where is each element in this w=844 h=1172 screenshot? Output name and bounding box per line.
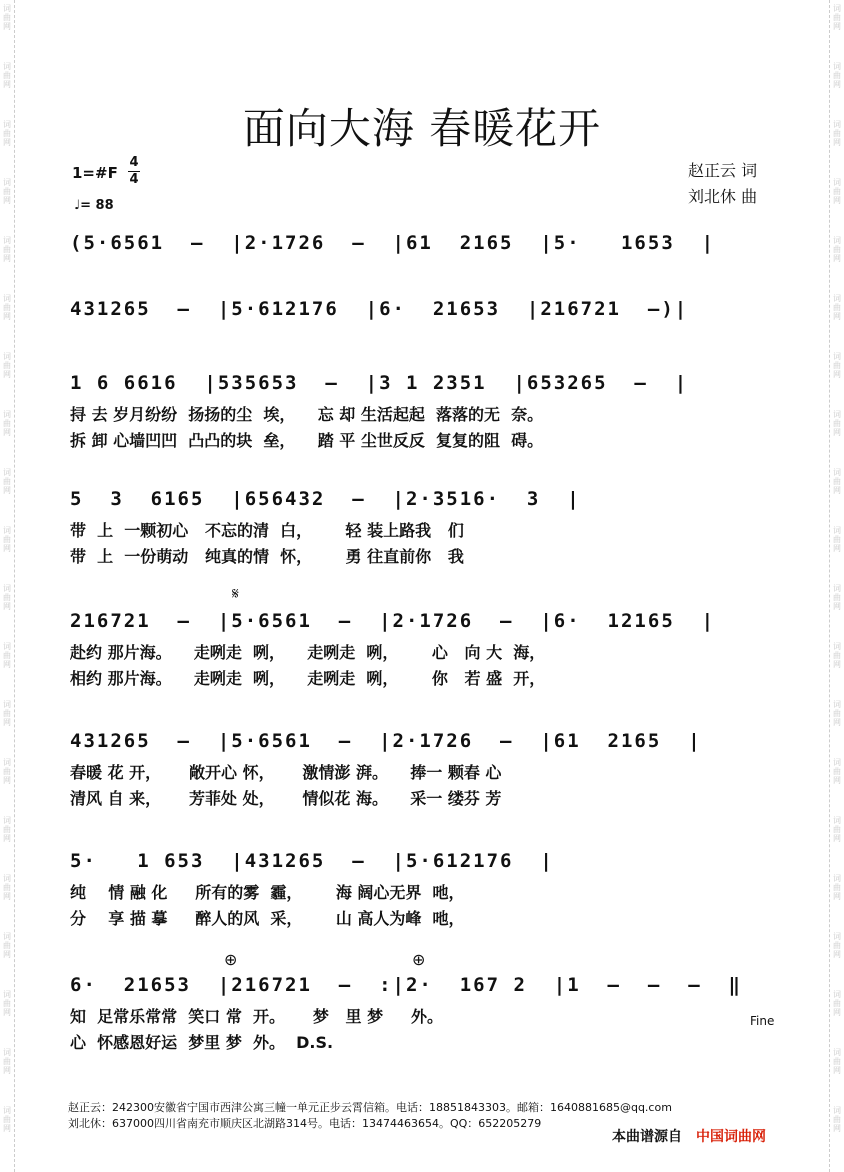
watermark-text: 词 曲 网 [833, 1048, 841, 1075]
watermark-text: 词 曲 网 [833, 584, 841, 611]
watermark-text: 词 曲 网 [833, 178, 841, 205]
lyrics-line-3a: 挦 去 岁月纷纷 扬扬的尘 埃， 忘 却 生活起起 落落的无 奈。 [70, 405, 544, 424]
watermark-text: 词 曲 网 [3, 178, 11, 205]
watermark-text: 词 曲 网 [3, 874, 11, 901]
watermark-text: 词 曲 网 [833, 990, 841, 1017]
watermark-text: 词 曲 网 [833, 700, 841, 727]
watermark-text: 词 曲 网 [3, 758, 11, 785]
watermark-text: 词 曲 网 [833, 642, 841, 669]
lyrics-line-6a: 春暖 花 开， 敞开心 怀， 激情澎 湃。 捧一 颗春 心 [70, 763, 502, 782]
watermark-text: 词 曲 网 [3, 932, 11, 959]
watermark-text: 词 曲 网 [833, 294, 841, 321]
watermark-text: 词 曲 网 [3, 584, 11, 611]
watermark-text: 词 曲 网 [3, 990, 11, 1017]
watermark-text: 词 曲 网 [3, 468, 11, 495]
lyrics-line-8b: 心 怀感恩好运 梦里 梦 外。 D.S. [70, 1033, 334, 1052]
tempo-marking: ♩= 88 [74, 198, 114, 213]
watermark-text: 词 曲 网 [833, 236, 841, 263]
notes-line-4: 5 3 6165 |656432 – |2·3516· 3 | [70, 488, 581, 510]
song-title: 面向大海 春暖花开 [242, 104, 602, 153]
watermark-text: 词 曲 网 [3, 120, 11, 147]
time-signature [128, 156, 140, 187]
lyrics-line-5b: 相约 那片海。 走咧走 咧， 走咧走 咧， 你 若 盛 开， [70, 669, 546, 688]
fine-marking: Fine [750, 1014, 775, 1028]
watermark-text: 词 曲 网 [3, 642, 11, 669]
notes-line-8: 6· 21653 |216721 – :|2· 167 2 |1 – – – ‖ [70, 974, 742, 996]
watermark-text: 词 曲 网 [3, 352, 11, 379]
watermark-text: 词 曲 网 [833, 468, 841, 495]
notes-line-5: 216721 – |5·6561 – |2·1726 – |6· 12165 | [70, 610, 716, 632]
source-label: 本曲谱源自 [612, 1129, 682, 1145]
composer-credit: 刘北休 曲 [688, 187, 758, 206]
watermark-text: 词 曲 网 [833, 62, 841, 89]
lyrics-line-8a: 知 足常乐常常 笑口 常 开。 梦 里 梦 外。 [70, 1007, 443, 1026]
notes-line-6: 431265 – |5·6561 – |2·1726 – |61 2165 | [70, 730, 702, 752]
lyrics-line-4b: 带 上 一份萌动 纯真的情 怀， 勇 往直前你 我 [70, 547, 464, 566]
lyrics-line-4a: 带 上 一颗初心 不忘的清 白， 轻 装上路我 们 [70, 521, 464, 540]
lyrics-line-5a: 赴约 那片海。 走咧走 咧， 走咧走 咧， 心 向 大 海， [70, 643, 546, 662]
credits [688, 158, 757, 210]
coda-symbol-2: ⊕ [412, 950, 426, 969]
notes-line-2: 431265 – |5·612176 |6· 21653 |216721 –)| [70, 298, 689, 320]
watermark-text: 词 曲 网 [833, 410, 841, 437]
contact-lyricist: 赵正云：242300安徽省宁国市西津公寓三幢一单元正步云霄信箱。电话：18851843303。邮箱：1640881685@qq.com [68, 1101, 672, 1114]
lyrics-line-7b: 分 享 描 摹 醉人的风 采， 山 高人为峰 吔， [70, 909, 465, 928]
contact-info [68, 1100, 672, 1132]
watermark-text: 词 曲 网 [833, 352, 841, 379]
watermark-text: 词 曲 网 [3, 62, 11, 89]
watermark-text: 词 曲 网 [3, 700, 11, 727]
segno-symbol: 𝄋 [232, 584, 239, 603]
watermark-text: 词 曲 网 [833, 526, 841, 553]
watermark-text: 词 曲 网 [3, 816, 11, 843]
watermark-text: 词 曲 网 [833, 874, 841, 901]
source-credit [612, 1126, 766, 1146]
watermark-text: 词 曲 网 [3, 1106, 11, 1133]
time-signature-top: 4 [129, 155, 139, 170]
contact-composer: 刘北休：637000四川省南充市顺庆区北湖路314号。电话：13474463654。QQ：652205279 [68, 1117, 542, 1130]
watermark-text: 词 曲 网 [3, 1048, 11, 1075]
watermark-text: 词 曲 网 [3, 410, 11, 437]
time-signature-bottom: 4 [129, 172, 139, 187]
watermark-text: 词 曲 网 [833, 932, 841, 959]
watermark-text: 词 曲 网 [833, 758, 841, 785]
key-signature: 1=#F [72, 164, 118, 182]
watermark-text: 词 曲 网 [3, 4, 11, 31]
watermark-text: 词 曲 网 [3, 236, 11, 263]
watermark-text: 词 曲 网 [833, 120, 841, 147]
notes-line-3: 1 6 6616 |535653 – |3 1 2351 |653265 – | [70, 372, 689, 394]
watermark-text: 词 曲 网 [833, 1106, 841, 1133]
coda-symbol-1: ⊕ [224, 950, 238, 969]
watermark-text: 词 曲 网 [3, 294, 11, 321]
source-brand-link[interactable]: 中国词曲网 [696, 1129, 766, 1145]
lyricist-credit: 赵正云 词 [688, 161, 758, 180]
watermark-text: 词 曲 网 [3, 526, 11, 553]
notes-line-1: (5·6561 – |2·1726 – |61 2165 |5· 1653 | [70, 232, 716, 254]
lyrics-line-6b: 清风 自 来， 芳菲处 处， 情似花 海。 采一 缕芬 芳 [70, 789, 502, 808]
lyrics-line-7a: 纯 情 融 化 所有的雾 霾， 海 阔心无界 吔， [70, 883, 465, 902]
lyrics-line-3b: 拆 卸 心墙凹凹 凸凸的块 垒， 踏 平 尘世反反 复复的阻 碍。 [70, 431, 544, 450]
watermark-text: 词 曲 网 [833, 4, 841, 31]
watermark-text: 词 曲 网 [833, 816, 841, 843]
notes-line-7: 5· 1 653 |431265 – |5·612176 | [70, 850, 554, 872]
